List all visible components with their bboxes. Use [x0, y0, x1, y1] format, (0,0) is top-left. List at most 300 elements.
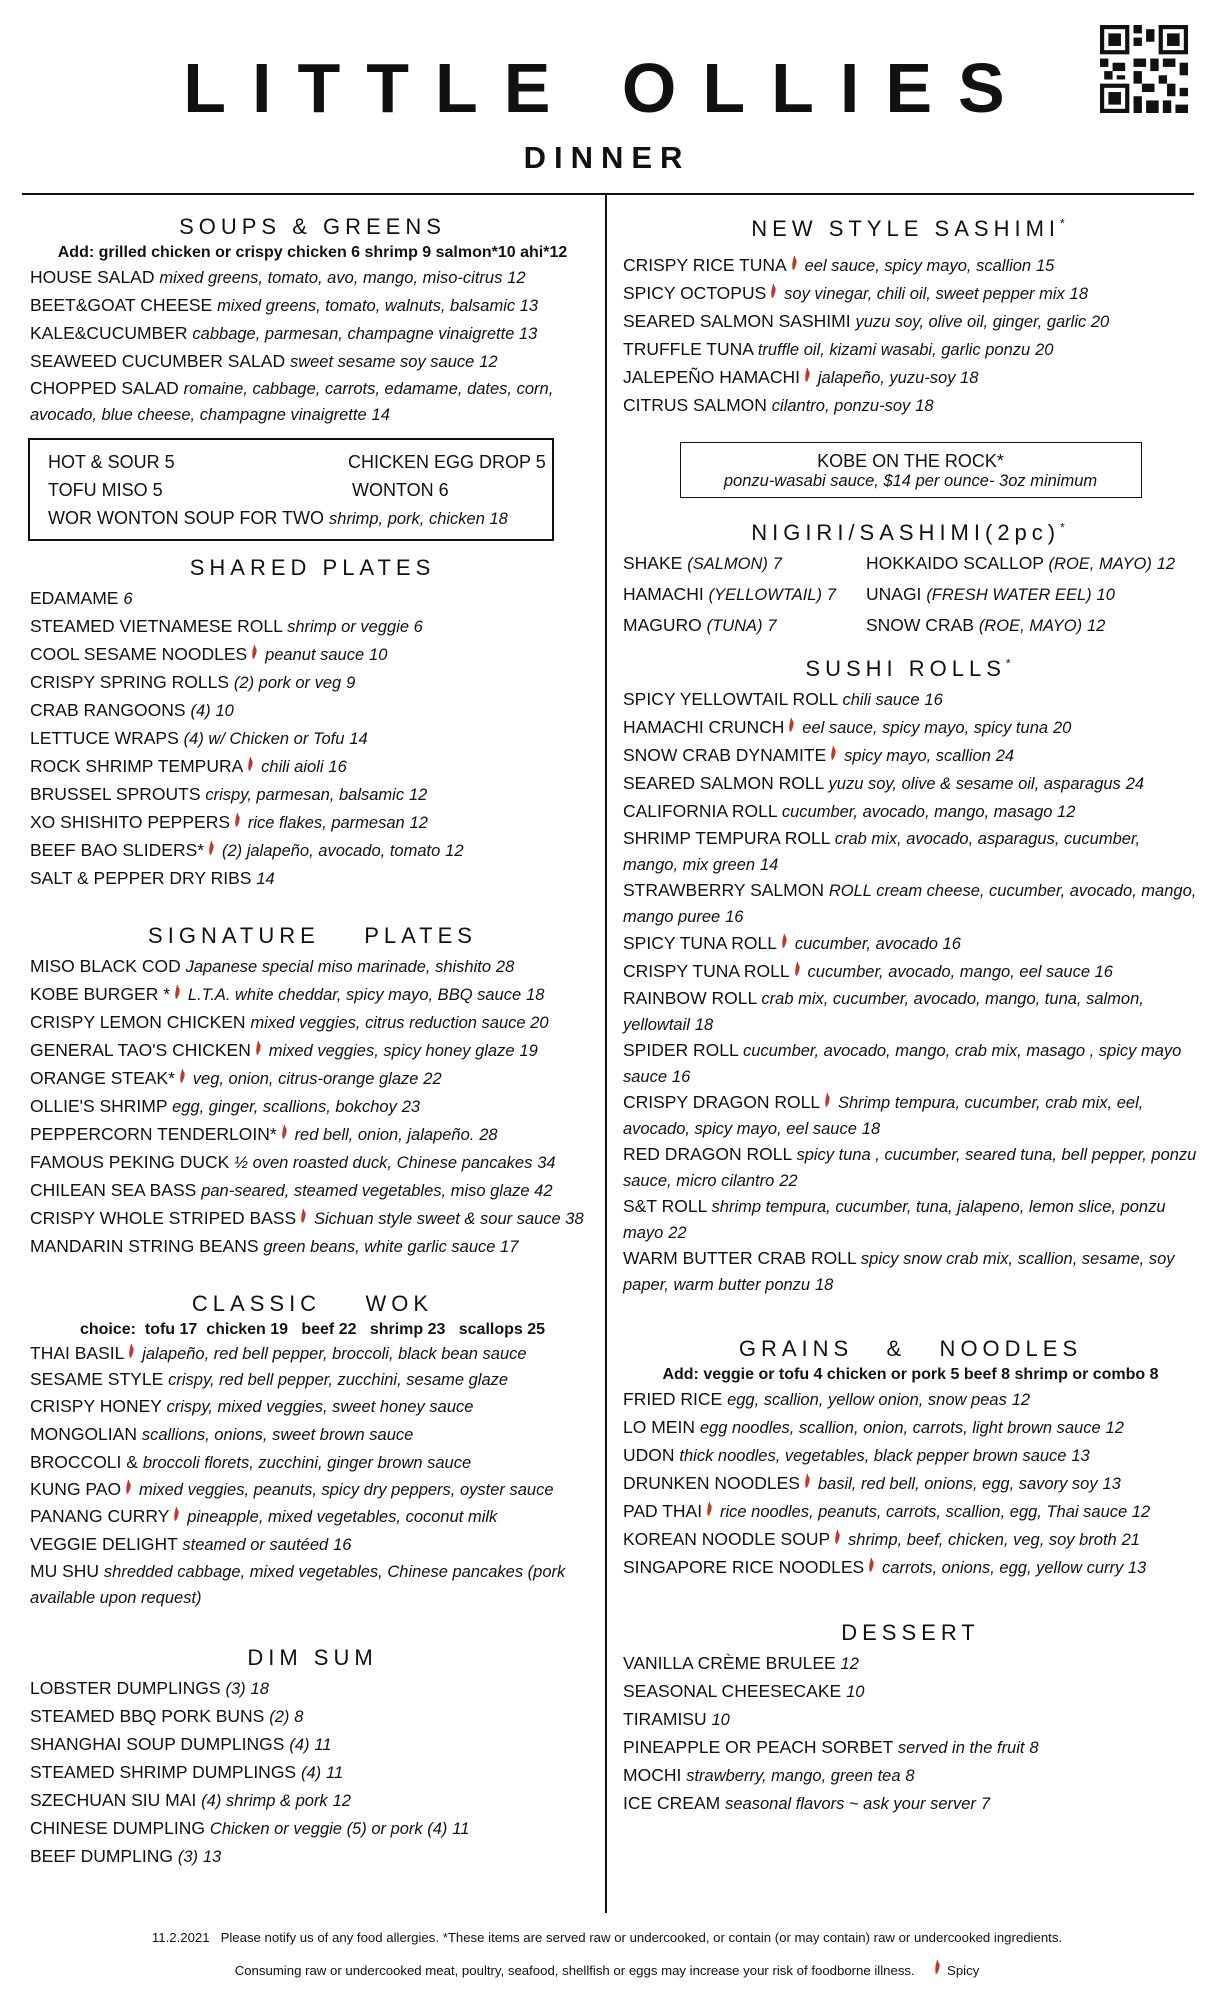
chili-pepper-icon [934, 1960, 941, 1974]
item-name: LO MEIN [623, 1417, 695, 1437]
kobe-box [680, 442, 1142, 498]
item-name: SHANGHAI SOUP DUMPLINGS [30, 1734, 285, 1754]
item-price: 14 [759, 856, 779, 874]
chili-pepper-icon [834, 1530, 841, 1544]
menu-item [30, 1477, 595, 1503]
item-desc: crispy, red bell pepper, zucchini, sesame glaze [168, 1371, 509, 1389]
item-name: LETTUCE WRAPS [30, 728, 179, 748]
item-name: TRUFFLE TUNA [623, 339, 753, 359]
menu-item [30, 376, 595, 428]
menu-item [623, 1734, 1198, 1762]
nigiri-section [623, 520, 1198, 640]
soup-item: TOFU MISO 5 [48, 480, 163, 500]
menu-item [623, 1762, 1198, 1790]
section-title [623, 216, 1198, 242]
item-desc: crispy, parmesan, balsamic [205, 786, 405, 804]
spicy-legend-label: Spicy [947, 1963, 980, 1978]
item-desc: strawberry, mango, green tea [686, 1767, 901, 1785]
item-price: 12 [409, 814, 428, 832]
section-title: GRAINS & NOODLES [738, 1336, 1083, 1361]
item-name: KALE&CUCUMBER [30, 323, 188, 343]
item-desc: romaine, cabbage, carrots, edamame, dates, corn, avocado, blue cheese, champagne vinaigrette [30, 380, 554, 424]
item-desc: shrimp or veggie 6 [287, 618, 423, 636]
item-name: BRUSSEL SPROUTS [30, 784, 201, 804]
soup-row [48, 476, 538, 504]
section-title: SOUPS & GREENS [179, 214, 446, 239]
chili-pepper-icon [128, 1344, 135, 1358]
menu-item [30, 1531, 595, 1559]
item-desc: cucumber, avocado, mango, crab mix, masago , spicy mayo sauce [623, 1042, 1182, 1086]
item-desc: yuzu soy, olive oil, ginger, garlic 20 [855, 313, 1110, 331]
menu-item [30, 1065, 595, 1093]
item-name: ORANGE STEAK* [30, 1068, 175, 1088]
chili-pepper-icon [125, 1480, 132, 1494]
item-price: 7 [772, 555, 782, 573]
item-price: 20 [1052, 719, 1072, 737]
menu-item [30, 1787, 595, 1815]
item-name: CRISPY WHOLE STRIPED BASS [30, 1208, 297, 1228]
menu-item [623, 1650, 1198, 1678]
item-desc: (ROE, MAYO) [978, 617, 1083, 635]
item-price: 7 [767, 617, 777, 635]
item-desc: (4) shrimp & pork [201, 1792, 328, 1810]
item-name: SEARED SALMON ROLL [623, 773, 824, 793]
item-price: 11 [452, 1820, 470, 1838]
menu-item [623, 280, 1198, 308]
item-name: MANDARIN STRING BEANS [30, 1236, 259, 1256]
item-desc: basil, red bell, onions, egg, savory soy [817, 1475, 1098, 1493]
item-price: 12 [445, 842, 464, 860]
menu-item [623, 686, 1198, 714]
item-desc: (2) [269, 1708, 290, 1726]
item-price: 24 [1125, 775, 1145, 793]
grains-noodles-section [623, 1336, 1198, 1582]
item-desc: steamed or sautéed [182, 1536, 329, 1554]
soup-item: WONTON 6 [352, 480, 449, 500]
section-note: Add: grilled chicken or crispy chicken 6 shrimp 9 salmon*10 ahi*12 [57, 244, 568, 261]
nigiri-item [623, 550, 866, 578]
nigiri-item [623, 581, 866, 609]
menu-item [30, 348, 595, 376]
item-desc: (4) [289, 1736, 310, 1754]
item-name: LOBSTER DUMPLINGS [30, 1678, 221, 1698]
item-desc: sweet sesame soy sauce [289, 353, 475, 371]
item-name: VANILLA CRÈME BRULEE [623, 1653, 836, 1673]
menu-item [30, 1759, 595, 1787]
menu-item [623, 878, 1198, 930]
item-list [623, 1650, 1198, 1818]
item-desc: (ROE, MAYO) [1048, 555, 1152, 573]
section-title: DIM SUM [247, 1645, 378, 1670]
item-name: CHOPPED SALAD [30, 378, 179, 398]
item-name: CITRUS SALMON [623, 395, 767, 415]
item-name: THAI BASIL [30, 1343, 125, 1363]
item-name: SPICY TUNA ROLL [623, 933, 777, 953]
chili-pepper-icon [234, 813, 241, 827]
item-price: 12 [840, 1655, 859, 1673]
item-desc: seasonal flavors ~ ask your server [725, 1795, 976, 1813]
item-price: 10 [369, 646, 388, 664]
section-title-text: SUSHI ROLLS [805, 656, 1006, 681]
item-name: KUNG PAO [30, 1479, 122, 1499]
menu-item [30, 1393, 595, 1421]
item-desc: spicy snow crab mix, scallion, sesame, soy paper, warm butter ponzu [623, 1250, 1175, 1294]
item-name: SNOW CRAB DYNAMITE [623, 745, 827, 765]
item-name: CALIFORNIA ROLL [623, 801, 777, 821]
item-list [623, 252, 1198, 420]
item-desc: mixed greens, tomato, walnuts, balsamic 13 [217, 297, 539, 315]
menu-item [623, 714, 1198, 742]
chili-pepper-icon [247, 757, 254, 771]
item-list [30, 1341, 595, 1611]
menu-item [623, 770, 1198, 798]
item-name: CRISPY LEMON CHICKEN [30, 1012, 246, 1032]
item-price: 7 [980, 1795, 990, 1813]
item-desc: mixed veggies, spicy honey glaze [268, 1042, 515, 1060]
item-desc: cucumber, avocado, mango, masago 12 [781, 803, 1076, 821]
item-price: 16 [328, 758, 347, 776]
item-desc: egg, ginger, scallions, bokchoy [172, 1098, 397, 1116]
item-price: 18 [526, 986, 545, 1004]
menu-item [623, 826, 1198, 878]
chili-pepper-icon [824, 1093, 831, 1107]
section-note: choice: tofu 17 chicken 19 beef 22 shrimp 23 scallops 25 [79, 1321, 546, 1338]
item-price: 15 [1035, 257, 1055, 275]
item-desc: veg, onion, citrus-orange glaze [192, 1070, 419, 1088]
qr-code-icon[interactable] [1100, 25, 1188, 113]
nigiri-item [866, 581, 1186, 609]
item-name: SINGAPORE RICE NOODLES [623, 1557, 865, 1577]
chili-pepper-icon [770, 284, 777, 298]
item-price: 18 [250, 1680, 269, 1698]
item-desc: scallions, onions, sweet brown sauce [141, 1426, 414, 1444]
menu-item [30, 585, 595, 613]
item-desc: shrimp tempura, cucumber, tuna, jalapeno, lemon slice, ponzu mayo [623, 1198, 1166, 1242]
item-desc: mixed greens, tomato, avo, mango, miso-citrus [159, 269, 503, 287]
section-title [623, 656, 1198, 682]
item-desc: (4) [300, 1764, 322, 1782]
menu-item [623, 1678, 1198, 1706]
menu-item [623, 1194, 1198, 1246]
item-price: 8 [905, 1767, 915, 1785]
item-name: CRISPY RICE TUNA [623, 255, 787, 275]
menu-item [30, 1675, 595, 1703]
item-name: CRISPY DRAGON ROLL [623, 1092, 821, 1112]
item-name: ICE CREAM [623, 1793, 721, 1813]
item-price: 10 [215, 702, 234, 720]
item-desc: mixed veggies, citrus reduction sauce 20 [250, 1014, 549, 1032]
menu-item [623, 798, 1198, 826]
item-name: SEARED SALMON SASHIMI [623, 311, 851, 331]
nigiri-item [866, 612, 1186, 640]
item-price: 14 [349, 730, 368, 748]
item-name: BEEF BAO SLIDERS* [30, 840, 205, 860]
item-price: 18 [694, 1016, 714, 1034]
item-price: 18 [861, 1120, 881, 1138]
menu-item [623, 1246, 1198, 1298]
item-price: 11 [314, 1736, 332, 1754]
menu-item [623, 1498, 1198, 1526]
item-name: XO SHISHITO PEPPERS [30, 812, 231, 832]
item-desc: jalapeño, yuzu-soy 18 [817, 369, 979, 387]
item-desc: crispy, mixed veggies, sweet honey sauce [166, 1398, 474, 1416]
menu-item [623, 958, 1198, 986]
menu-item [30, 697, 595, 725]
menu-item [30, 1149, 595, 1177]
item-desc: rice noodles, peanuts, carrots, scallion, egg, Thai sauce 12 [719, 1503, 1151, 1521]
menu-item [623, 742, 1198, 770]
menu-item [623, 1414, 1198, 1442]
item-name: WARM BUTTER CRAB ROLL [623, 1248, 857, 1268]
kobe-desc: ponzu-wasabi sauce, $14 per ounce- 3oz minimum [723, 472, 1098, 490]
item-price: 12 [1011, 1391, 1031, 1409]
item-desc: thick noodles, vegetables, black pepper brown sauce [679, 1447, 1067, 1465]
menu-item [623, 1790, 1198, 1818]
item-desc: (SALMON) [687, 555, 768, 573]
menu-item [623, 1554, 1198, 1582]
item-price: 8 [1029, 1739, 1039, 1757]
item-name: GENERAL TAO'S CHICKEN [30, 1040, 251, 1060]
item-desc: (4) [190, 702, 211, 720]
item-price: 14 [256, 870, 275, 888]
menu-item [30, 809, 595, 837]
signature-plates-section [30, 923, 595, 1261]
item-desc: green beans, white garlic sauce 17 [263, 1238, 519, 1256]
menu-item [30, 981, 595, 1009]
item-desc: crab mix, avocado, asparagus, cucumber, mango, mix green [623, 830, 1141, 874]
item-name: KOREAN NOODLE SOUP [623, 1529, 831, 1549]
shared-plates-section [30, 555, 595, 893]
item-price: 24 [995, 747, 1015, 765]
item-desc: ROLL cream cheese, cucumber, avocado, mango, mango puree [623, 882, 1197, 926]
item-desc: eel sauce, spicy mayo, spicy tuna [802, 719, 1049, 737]
section-title: CLASSIC WOK [191, 1291, 434, 1316]
item-name: MOCHI [623, 1765, 682, 1785]
item-desc: ½ oven roasted duck, Chinese pancakes [234, 1154, 533, 1172]
item-price: 9 [346, 674, 356, 692]
item-desc: egg noodles, scallion, onion, carrots, light brown sauce [699, 1419, 1101, 1437]
menu-item [30, 837, 595, 865]
menu-item [30, 1009, 595, 1037]
raw-marker: * [1060, 216, 1070, 231]
menu-item [30, 1449, 595, 1477]
column-divider [605, 194, 607, 1913]
item-desc: red bell, onion, jalapeño. [294, 1126, 475, 1144]
item-desc: (YELLOWTAIL) [708, 586, 822, 604]
item-list [30, 585, 595, 893]
nigiri-grid [623, 550, 1198, 640]
item-price: 19 [519, 1042, 538, 1060]
item-list [623, 686, 1198, 1298]
item-name: UDON [623, 1445, 675, 1465]
menu-item [623, 336, 1198, 364]
item-price: 16 [333, 1536, 352, 1554]
item-price: 12 [479, 353, 498, 371]
section-title-text: NIGIRI/SASHIMI(2pc) [751, 520, 1061, 545]
nigiri-item [623, 612, 866, 640]
sushi-rolls-section [623, 656, 1198, 1298]
kobe-title: KOBE ON THE ROCK* [817, 451, 1004, 471]
item-price: 20 [1035, 341, 1054, 359]
menu-item [623, 252, 1198, 280]
item-name: SEASONAL CHEESECAKE [623, 1681, 842, 1701]
item-desc: spicy tuna , cucumber, seared tuna, bell pepper, ponzu sauce, micro cilantro [623, 1146, 1197, 1190]
item-desc: pan-seared, steamed vegetables, miso glaze 42 [201, 1182, 553, 1200]
menu-item [30, 641, 595, 669]
soup-box [28, 438, 554, 541]
item-price: 12 [1156, 555, 1176, 573]
item-name: MAGURO [623, 615, 702, 635]
section-title-text: NEW STYLE SASHIMI [751, 216, 1061, 241]
item-name: RED DRAGON ROLL [623, 1144, 792, 1164]
menu-item [30, 753, 595, 781]
header-divider [22, 193, 1194, 195]
item-name: HAMACHI [623, 584, 704, 604]
item-name: OLLIE'S SHRIMP [30, 1096, 168, 1116]
item-name: SALT & PEPPER DRY RIBS [30, 868, 252, 888]
item-price: 11 [326, 1764, 344, 1782]
menu-item [30, 1093, 595, 1121]
menu-item [30, 1815, 595, 1843]
item-desc: rice flakes, parmesan [247, 814, 405, 832]
menu-item [30, 320, 595, 348]
menu-item [623, 1090, 1198, 1142]
item-price: 12 [1086, 617, 1106, 635]
item-desc: (FRESH WATER EEL) [926, 586, 1092, 604]
menu-item [623, 1142, 1198, 1194]
soup-item: WOR WONTON SOUP FOR TWO [48, 508, 324, 528]
section-title: DESSERT [841, 1620, 980, 1645]
raw-marker: * [1005, 656, 1016, 671]
item-name: BEET&GOAT CHEESE [30, 295, 213, 315]
item-price: 23 [401, 1098, 421, 1116]
item-name: DRUNKEN NOODLES [623, 1473, 800, 1493]
item-price: 16 [924, 691, 943, 709]
item-name: CHILEAN SEA BASS [30, 1180, 197, 1200]
item-desc: (3) [225, 1680, 246, 1698]
menu-item [30, 1703, 595, 1731]
left-column [30, 196, 595, 1871]
chili-pepper-icon [179, 1069, 186, 1083]
item-desc: (2) pork or veg [233, 674, 342, 692]
item-name: SEAWEED CUCUMBER SALAD [30, 351, 286, 371]
item-desc: mixed veggies, peanuts, spicy dry peppers, oyster sauce [138, 1481, 554, 1499]
item-name: CRISPY TUNA ROLL [623, 961, 790, 981]
item-list [30, 1675, 595, 1871]
item-name: HAMACHI CRUNCH [623, 717, 785, 737]
item-name: HOKKAIDO SCALLOP [866, 553, 1044, 573]
item-name: SHAKE [623, 553, 683, 573]
item-price: 14 [371, 406, 390, 424]
chili-pepper-icon [781, 934, 788, 948]
chili-pepper-icon [791, 256, 798, 270]
chili-pepper-icon [788, 718, 795, 732]
item-desc: egg, scallion, yellow onion, snow peas [727, 1391, 1007, 1409]
item-desc: peanut sauce [265, 646, 365, 664]
menu-item [30, 1205, 595, 1233]
item-price: 13 [202, 1848, 222, 1866]
item-price: 28 [479, 1126, 498, 1144]
item-desc: pineapple, mixed vegetables, coconut milk [187, 1508, 498, 1526]
menu-item [30, 1843, 595, 1871]
menu-item [30, 953, 595, 981]
item-name: SPIDER ROLL [623, 1040, 739, 1060]
item-name: PINEAPPLE OR PEACH SORBET [623, 1737, 894, 1757]
section-title: SIGNATURE PLATES [148, 923, 477, 948]
item-name: STEAMED BBQ PORK BUNS [30, 1706, 265, 1726]
menu-item [623, 1038, 1198, 1090]
item-name: STEAMED VIETNAMESE ROLL [30, 616, 283, 636]
menu-item [623, 364, 1198, 392]
item-name: RAINBOW ROLL [623, 988, 757, 1008]
item-name: CHINESE DUMPLING [30, 1818, 206, 1838]
item-name: UNAGI [866, 584, 922, 604]
item-name: MISO BLACK COD [30, 956, 181, 976]
item-price: 12 [408, 786, 428, 804]
item-list [30, 953, 595, 1261]
item-price: 13 [1102, 1475, 1121, 1493]
item-name: SZECHUAN SIU MAI [30, 1790, 197, 1810]
item-name: SESAME STYLE [30, 1369, 164, 1389]
item-desc: jalapeño, red bell pepper, broccoli, black bean sauce [142, 1345, 527, 1363]
item-name: FAMOUS PEKING DUCK [30, 1152, 230, 1172]
soup-row [48, 504, 538, 533]
item-price: 6 [123, 590, 133, 608]
menu-item [30, 1367, 595, 1393]
item-price: 7 [826, 586, 837, 604]
item-name: HOUSE SALAD [30, 267, 155, 287]
item-desc: Sichuan style sweet & sour sauce 38 [314, 1210, 584, 1228]
item-name: BEEF DUMPLING [30, 1846, 173, 1866]
soup-desc: shrimp, pork, chicken 18 [329, 510, 508, 528]
item-price: 18 [915, 397, 934, 415]
menu-item [30, 725, 595, 753]
chili-pepper-icon [300, 1209, 307, 1223]
item-name: VEGGIE DELIGHT [30, 1534, 178, 1554]
item-name: EDAMAME [30, 588, 119, 608]
chili-pepper-icon [794, 962, 801, 976]
item-name: PAD THAI [623, 1501, 703, 1521]
item-name: TIRAMISU [623, 1709, 707, 1729]
chili-pepper-icon [868, 1558, 875, 1572]
chili-pepper-icon [804, 368, 811, 382]
item-desc: chili sauce [842, 691, 920, 709]
restaurant-title: LITTLE OLLIES [183, 49, 1031, 127]
item-desc: Shrimp tempura, cucumber, crab mix, eel, avocado, spicy mayo, eel sauce [623, 1094, 1144, 1138]
menu-item [623, 930, 1198, 958]
soup-row [48, 448, 546, 476]
menu-item [30, 1503, 595, 1531]
item-desc: served in the fruit [897, 1739, 1025, 1757]
item-desc: broccoli florets, zucchini, ginger brown sauce [142, 1454, 472, 1472]
item-price: 18 [814, 1276, 834, 1294]
item-desc: (4) w/ Chicken or Tofu [183, 730, 345, 748]
item-price: 16 [725, 908, 744, 926]
soup-item: HOT & SOUR 5 [48, 452, 175, 472]
item-price: 21 [1121, 1531, 1140, 1549]
item-name: CRISPY SPRING ROLLS [30, 672, 230, 692]
item-desc: truffle oil, kizami wasabi, garlic ponzu [757, 341, 1031, 359]
item-name: SNOW CRAB [866, 615, 974, 635]
menu-item [30, 1177, 595, 1205]
item-desc: chili aioli [261, 758, 324, 776]
item-list [623, 1386, 1198, 1582]
menu-item [30, 1121, 595, 1149]
nigiri-item [866, 550, 1186, 578]
right-column [623, 196, 1198, 1818]
item-name: SHRIMP TEMPURA ROLL [623, 828, 830, 848]
menu-subtitle: DINNER [523, 140, 691, 175]
